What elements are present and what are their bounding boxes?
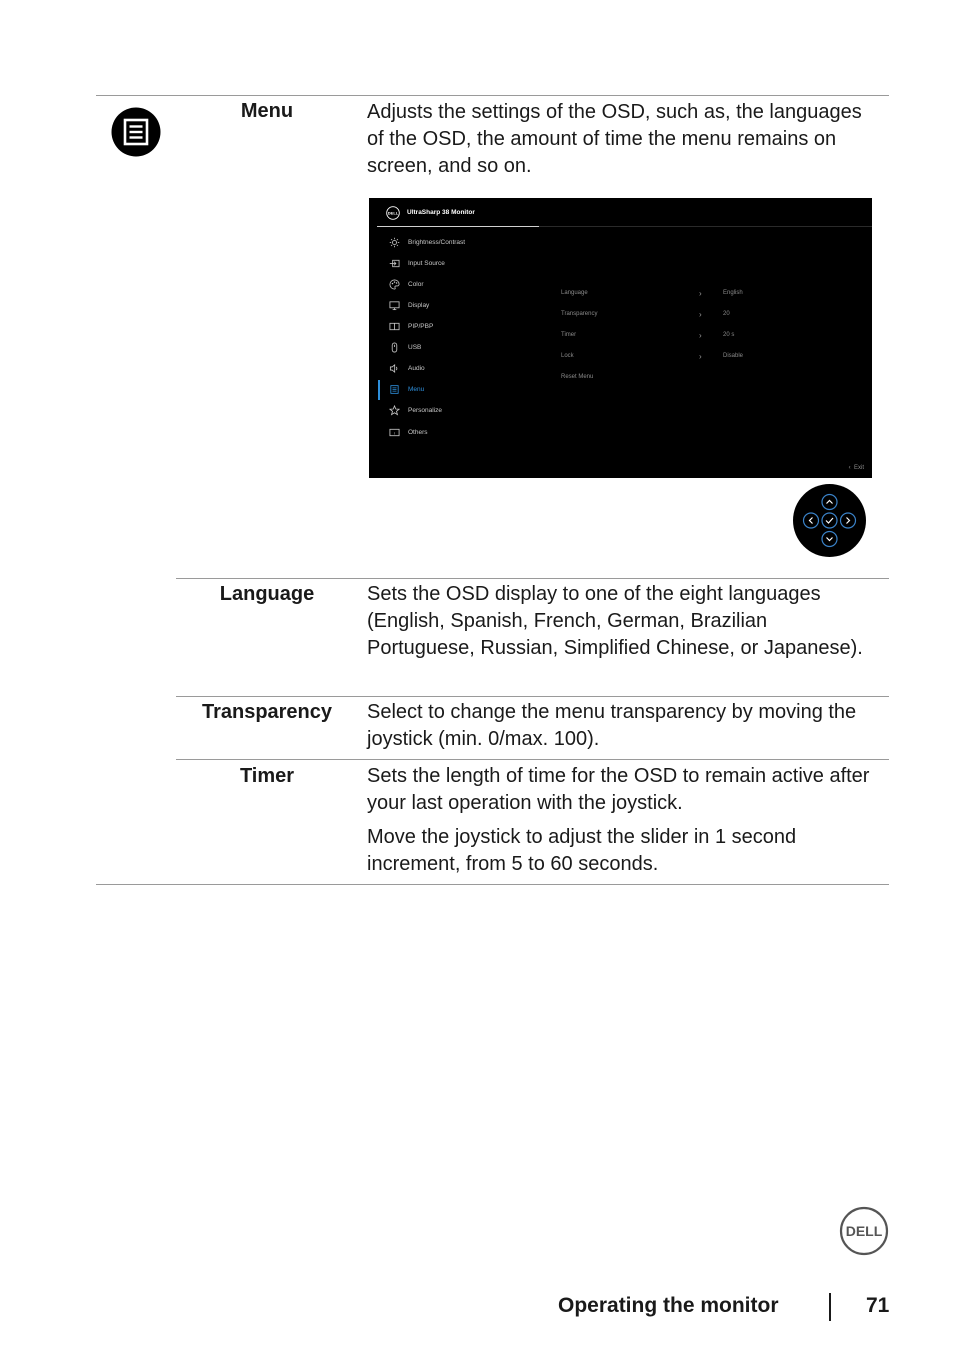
dell-logo-icon [386, 206, 400, 220]
osd-item-brightness-contrast[interactable] [389, 237, 539, 251]
desc-timer [367, 763, 872, 878]
osd-item-label: Audio [408, 365, 425, 372]
footer-logo-text: DELL [845, 1223, 883, 1239]
osd-sub-value: English [723, 290, 743, 296]
osd-item-input-source[interactable] [389, 258, 539, 272]
desc-transparency [367, 699, 872, 753]
osd-sub-value: 20 [723, 311, 730, 317]
footer-section-title: Operating the monitor [558, 1294, 779, 1317]
joystick-down-icon [822, 532, 837, 547]
speaker-icon [389, 363, 400, 374]
chevron-right-icon: › [699, 289, 702, 298]
osd-exit[interactable] [849, 465, 864, 471]
row-rule [176, 696, 889, 697]
term-language: Language [219, 583, 315, 605]
osd-item-label: Display [408, 302, 430, 309]
desc-language-text: Sets the OSD display to one of the eight languages (English, Spanish, French, German, Brazilian Portuguese, Russian, Simplified Chinese, or Japanese). [367, 583, 863, 659]
svg-text:i: i [394, 431, 395, 436]
osd-sub-reset-menu[interactable] [561, 374, 861, 384]
osd-item-display[interactable] [389, 300, 539, 314]
osd-item-pip-pbp[interactable] [389, 321, 539, 335]
row-rule [176, 578, 889, 579]
input-source-icon [389, 258, 400, 269]
osd-item-personalize[interactable] [389, 405, 539, 419]
osd-item-label: Others [408, 429, 428, 436]
joystick-graphic [793, 484, 866, 557]
desc-timer-text-2: Move the joystick to adjust the slider in 1 second increment, from 5 to 60 seconds. [367, 826, 797, 875]
osd-sub-value: 20 s [723, 332, 735, 338]
desc-menu [367, 99, 872, 180]
osd-sub-lock[interactable] [561, 353, 861, 363]
dell-footer-logo [839, 1206, 889, 1256]
osd-sub-language[interactable] [561, 290, 861, 300]
others-icon [389, 427, 400, 438]
term-timer: Timer [239, 765, 295, 787]
osd-logo-text: DELL [387, 210, 399, 216]
page-number: 71 [866, 1294, 890, 1317]
chevron-right-icon: › [699, 310, 702, 319]
pip-pbp-icon [389, 321, 400, 332]
osd-item-label: Color [408, 281, 424, 288]
term-menu: Menu [240, 100, 294, 122]
footer-separator [829, 1293, 831, 1321]
osd-sub-label: Transparency [561, 311, 598, 317]
osd-divider [539, 226, 872, 227]
joystick-left-icon [804, 513, 819, 528]
top-rule [96, 95, 889, 96]
osd-sub-label: Lock [561, 353, 574, 359]
osd-title: UltraSharp 38 Monitor [407, 209, 475, 216]
osd-exit-label: Exit [853, 465, 864, 471]
brightness-icon [389, 237, 400, 248]
row-rule [176, 759, 889, 760]
chevron-right-icon: › [699, 331, 702, 340]
osd-item-label: Input Source [408, 260, 445, 267]
bottom-rule [96, 884, 889, 885]
osd-sub-label: Language [561, 290, 588, 296]
menu-icon [389, 384, 400, 395]
osd-item-others[interactable] [389, 427, 539, 441]
desc-language [367, 581, 872, 662]
osd-item-audio[interactable] [389, 363, 539, 377]
osd-item-label: Brightness/Contrast [408, 239, 466, 246]
joystick-up-icon [822, 495, 837, 510]
joystick-center-icon [822, 513, 837, 528]
term-transparency: Transparency [201, 701, 333, 723]
joystick-right-icon [841, 513, 856, 528]
usb-icon [389, 342, 400, 353]
osd-item-label: USB [408, 344, 422, 351]
osd-sub-label: Timer [561, 332, 577, 338]
desc-menu-text: Adjusts the settings of the OSD, such as, the languages of the OSD, the amount of time the menu remains on screen, and so on. [367, 101, 862, 177]
osd-menu-screenshot [369, 198, 872, 478]
display-icon [389, 300, 400, 311]
desc-timer-text-1: Sets the length of time for the OSD to remain active after your last operation with the joystick. [367, 765, 870, 814]
osd-item-label: Personalize [408, 407, 442, 414]
osd-active-indicator [378, 380, 380, 400]
chevron-right-icon: › [699, 352, 702, 361]
osd-sub-value: Disable [723, 353, 744, 359]
osd-sub-label: Reset Menu [561, 374, 594, 380]
chevron-left-icon: ‹ [848, 465, 851, 471]
osd-item-usb[interactable] [389, 342, 539, 356]
star-icon [389, 405, 400, 416]
osd-title-underline [377, 226, 539, 227]
osd-item-label: Menu [408, 386, 425, 393]
osd-item-label: PIP/PBP [408, 323, 434, 330]
color-palette-icon [389, 279, 400, 290]
desc-transparency-text: Select to change the menu transparency by moving the joystick (min. 0/max. 100). [367, 701, 857, 750]
menu-section-icon [111, 107, 161, 157]
osd-sub-transparency[interactable] [561, 311, 861, 321]
osd-item-menu[interactable] [389, 384, 539, 398]
osd-sub-timer[interactable] [561, 332, 861, 342]
osd-item-color[interactable] [389, 279, 539, 293]
